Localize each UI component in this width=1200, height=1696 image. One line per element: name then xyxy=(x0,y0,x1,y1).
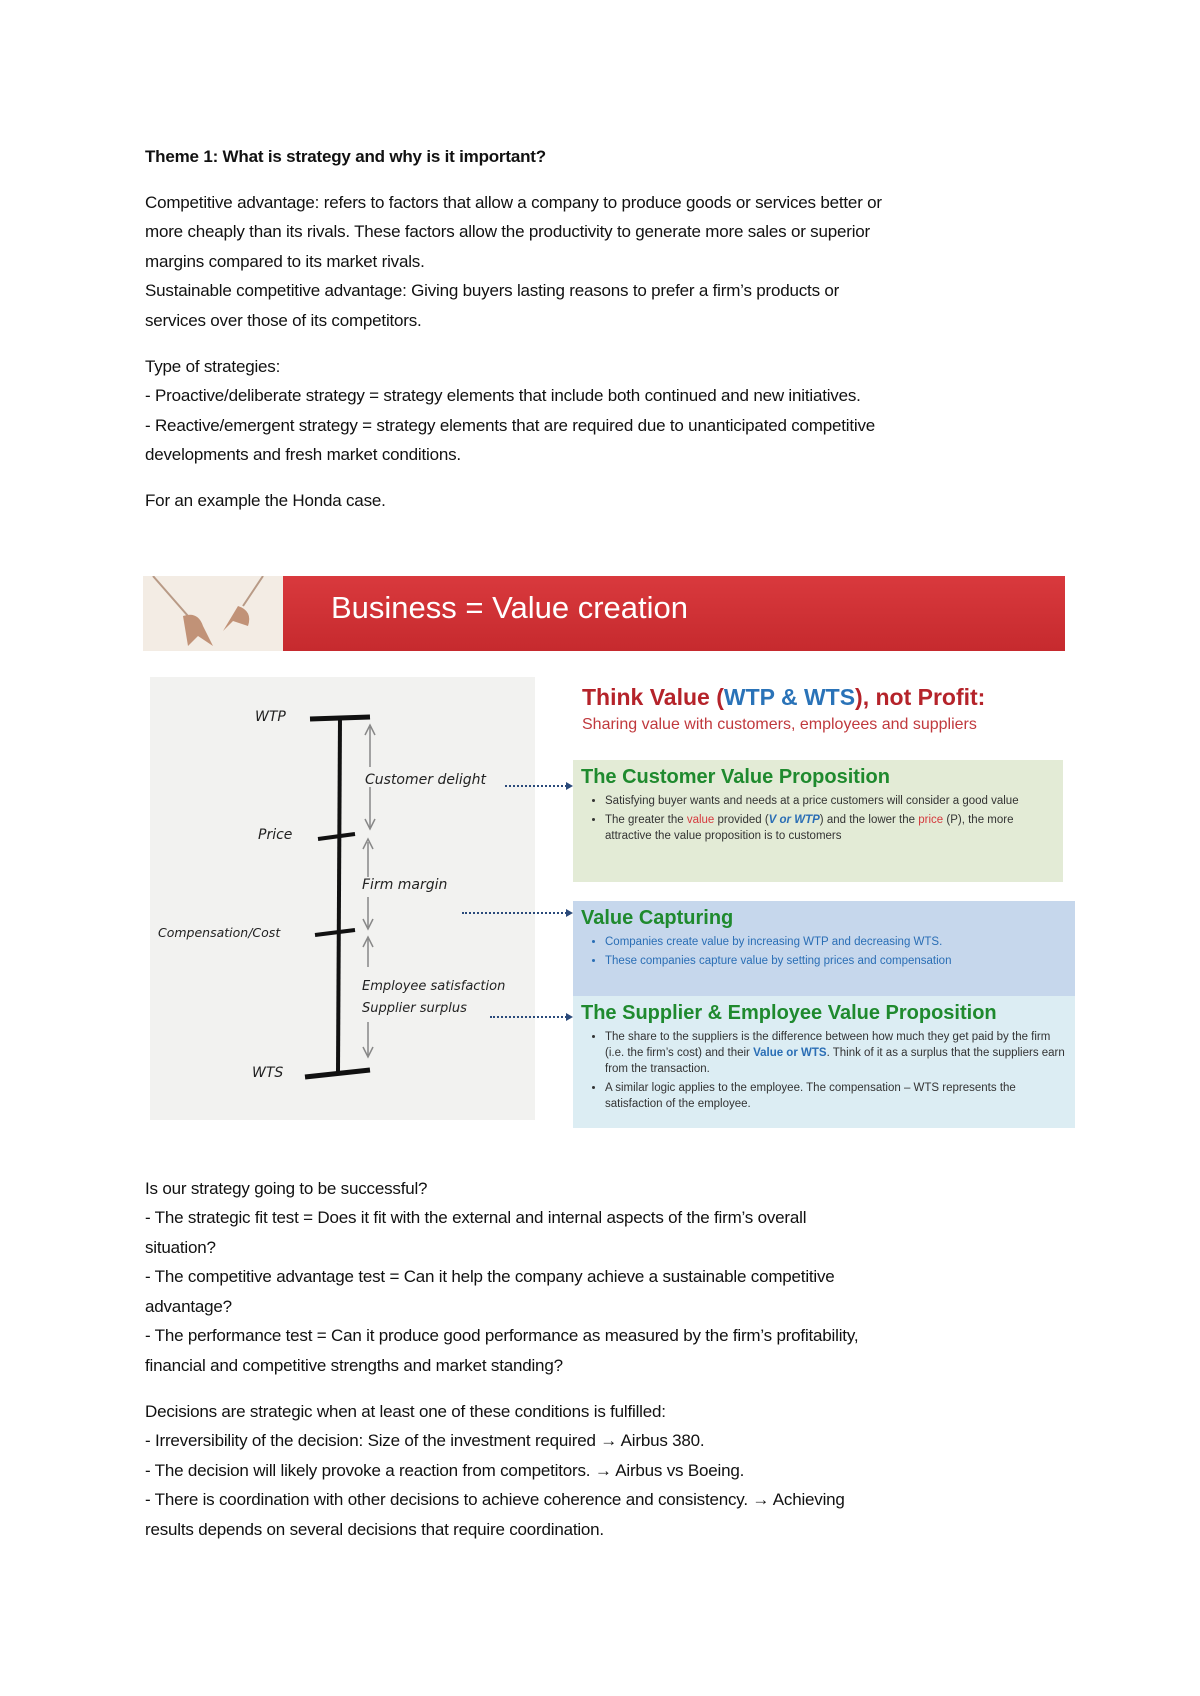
text-line: - Proactive/deliberate strategy = strategy elements that include both continued and new initiatives. xyxy=(145,386,861,405)
text-line: - The decision will likely provoke a reaction from competitors. → Airbus vs Boeing. xyxy=(145,1461,745,1480)
text-line: margins compared to its market rivals. xyxy=(145,252,425,271)
value-stick-diagram xyxy=(150,677,535,1120)
text-line: - The performance test = Can it produce good performance as measured by the firm’s profitability, xyxy=(145,1326,859,1345)
slide-title-band xyxy=(283,576,1065,651)
bullet: • The share to the suppliers is the difference between how much they get paid by the firm (i.e. the firm’s cost) and their Value or WTS. Think of it as a surplus that the suppliers earn from the transaction. xyxy=(605,1029,1067,1077)
bullet: • These companies capture value by setting prices and compensation xyxy=(605,953,1067,969)
value-stick xyxy=(150,677,535,1120)
slide-title: Business = Value creation xyxy=(331,590,688,625)
text-line: - Irreversibility of the decision: Size of the investment required → Airbus 380. xyxy=(145,1431,705,1450)
text-line: Is our strategy going to be successful? xyxy=(145,1179,428,1198)
arrow-connector xyxy=(462,912,567,914)
customer-value-proposition-box xyxy=(573,760,1063,882)
firm-margin-label: Firm margin xyxy=(362,877,448,893)
text-line: more cheaply than its rivals. These factors allow the productivity to generate more sales or superior xyxy=(145,222,871,241)
text-line: - Reactive/emergent strategy = strategy elements that are required due to unanticipated competitive xyxy=(145,416,876,435)
text-line: - There is coordination with other decisions to achieve coherence and consistency. → Achieving xyxy=(145,1490,845,1509)
cost-label: Compensation/Cost xyxy=(158,925,281,940)
page-title: Theme 1: What is strategy and why is it important? xyxy=(145,147,546,166)
example-line: For an example the Honda case. xyxy=(145,491,386,510)
text-line: results depends on several decisions that require coordination. xyxy=(145,1520,604,1539)
arrow-connector xyxy=(505,785,567,787)
bullet: • A similar logic applies to the employee. The compensation – WTS represents the satisfaction of the employee. xyxy=(605,1080,1067,1112)
wts-label: WTS xyxy=(252,1065,284,1081)
text-line: Type of strategies: xyxy=(145,357,281,376)
slide-header xyxy=(143,576,1065,651)
text-line: developments and fresh market conditions. xyxy=(145,445,461,464)
box-title: The Supplier & Employee Value Proposition xyxy=(581,1002,997,1024)
supplier-surplus-label: Supplier surplus xyxy=(362,1001,467,1016)
customer-delight-label: Customer delight xyxy=(365,772,486,788)
box-title: The Customer Value Proposition xyxy=(581,766,890,788)
text-line: - The competitive advantage test = Can it help the company achieve a sustainable competitive xyxy=(145,1267,835,1286)
think-value-subheading: Sharing value with customers, employees and suppliers xyxy=(582,716,977,733)
text-line: financial and competitive strengths and market standing? xyxy=(145,1356,563,1375)
think-value-heading: Think Value (WTP & WTS), not Profit: xyxy=(582,684,986,710)
wtp-label: WTP xyxy=(255,709,286,725)
text-line: services over those of its competitors. xyxy=(145,311,422,330)
text-line: situation? xyxy=(145,1238,216,1257)
text-line: - The strategic fit test = Does it fit with the external and internal aspects of the firm’s overall xyxy=(145,1208,807,1227)
box-title: Value Capturing xyxy=(581,907,734,929)
supplier-employee-value-proposition-box xyxy=(573,996,1075,1128)
price-label: Price xyxy=(258,827,293,843)
text-line: advantage? xyxy=(145,1297,232,1316)
value-capturing-box xyxy=(573,901,1075,997)
employee-satisfaction-label: Employee satisfaction xyxy=(362,979,506,994)
bullet: • The greater the value provided (V or WTP) and the lower the price (P), the more attractive the value proposition is to customers xyxy=(605,812,1055,844)
text-line: Competitive advantage: refers to factors that allow a company to produce goods or services better or xyxy=(145,193,882,212)
text-line: Sustainable competitive advantage: Giving buyers lasting reasons to prefer a firm’s products or xyxy=(145,281,840,300)
arrow-connector xyxy=(490,1016,567,1018)
text-line: Decisions are strategic when at least one of these conditions is fulfilled: xyxy=(145,1402,666,1421)
bullet: • Companies create value by increasing WTP and decreasing WTS. xyxy=(605,934,1067,950)
bullet: • Satisfying buyer wants and needs at a price customers will consider a good value xyxy=(605,793,1055,809)
trapeze-artists-icon xyxy=(143,576,283,651)
